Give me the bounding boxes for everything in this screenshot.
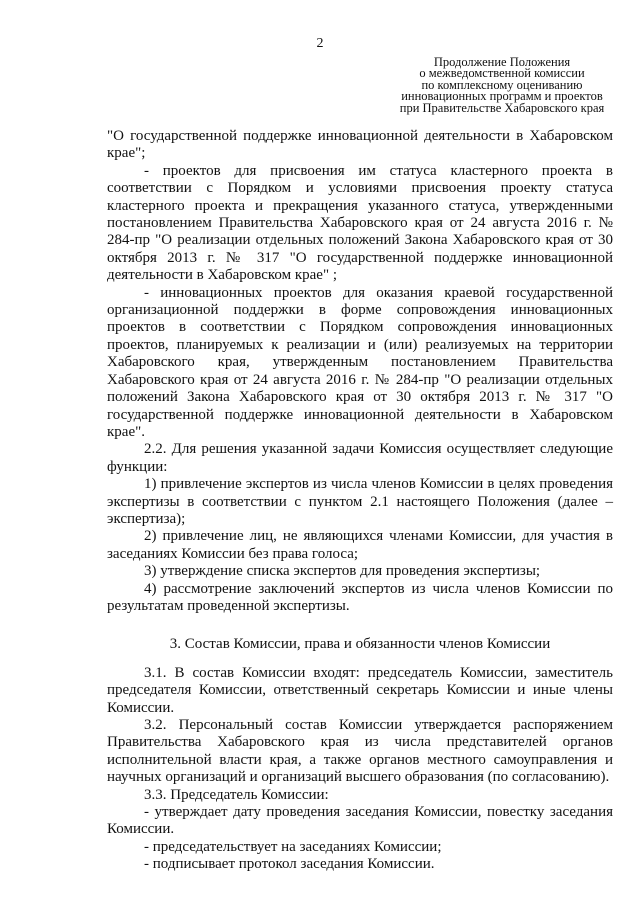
paragraph: "О государственной поддержке инновационной деятельности в Хабаровском крае"; — [107, 128, 613, 162]
list-item: 4) рассмотрение заключений экспертов из числа членов Комиссии по результатам проведенной экспертизы. — [107, 580, 613, 614]
header-note — [390, 57, 614, 114]
list-item: - подписывает протокол заседания Комиссии. — [144, 856, 435, 873]
header-note-line: о межведомственной комиссии — [419, 66, 585, 81]
page-number: 2 — [316, 36, 324, 51]
paragraph: 3.3. Председатель Комиссии: — [144, 786, 329, 803]
paragraph: 3.2. Персональный состав Комиссии утверждается распоряжением Правительства Хабаровского края из числа представителей органов исполнительной власти края, а также органов местного самоуправления и научных организаций и организаций высшего образования (по согласованию). — [107, 717, 613, 786]
header-note-line: Продолжение Положения — [433, 55, 571, 69]
paragraph: 3.1. В состав Комиссии входят: председатель Комиссии, заместитель председателя Комиссии, ответственный секретарь Комиссии и иные члены Комиссии. — [107, 664, 613, 716]
header-note-line: при Правительстве Хабаровского края — [399, 100, 605, 115]
list-item: 2) привлечение лиц, не являющихся членами Комиссии, для участия в заседаниях Комиссии без права голоса; — [107, 528, 613, 562]
list-item: 3) утверждение списка экспертов для проведения экспертизы; — [144, 563, 541, 580]
list-item: - председательствует на заседаниях Комиссии; — [144, 838, 442, 855]
paragraph: - проектов для присвоения им статуса кластерного проекта в соответствии с Порядком и условиями присвоения проекту статуса кластерного проекта и прекращения указанного статуса, утвержденными постановлением Правительства Хабаровского края от 24 августа 2016 г. № 284-пр "О реализации отдельных положений Закона Хабаровского края от 30 октября 2013 г. № 317 "О государственной поддержке инновационной деятельности в Хабаровском крае" ; — [107, 162, 613, 284]
header-note-line: по комплексному оцениванию — [421, 77, 583, 92]
list-item: 1) привлечение экспертов из числа членов Комиссии в целях проведения экспертизы в соответствии с пунктом 2.1 настоящего Положения (далее – экспертиза); — [107, 476, 613, 527]
paragraph: - инновационных проектов для оказания краевой государственной организационной поддержки в форме сопровождения инновационных проектов в соответствии с Порядком сопровождения инновационных проектов, планируемых к реализации и (или) реализуемых на территории Хабаровского края, утвержденным постановлением Правительства Хабаровского края от 24 августа 2016 г. № 284-пр "О реализации отдельных положений Закона Хабаровского края от 30 октября 2013 г. № 317 "О государственной поддержке инновационной деятельности в Хабаровском крае". — [107, 284, 613, 440]
section-heading: 3. Состав Комиссии, права и обязанности членов Комиссии — [169, 636, 551, 653]
header-note-line: инновационных программ и проектов — [401, 89, 603, 104]
paragraph: 2.2. Для решения указанной задачи Комиссия осуществляет следующие функции: — [107, 441, 613, 475]
document-body — [107, 128, 613, 874]
list-item: - утверждает дату проведения заседания Комиссии, повестку заседания Комиссии. — [107, 804, 613, 838]
